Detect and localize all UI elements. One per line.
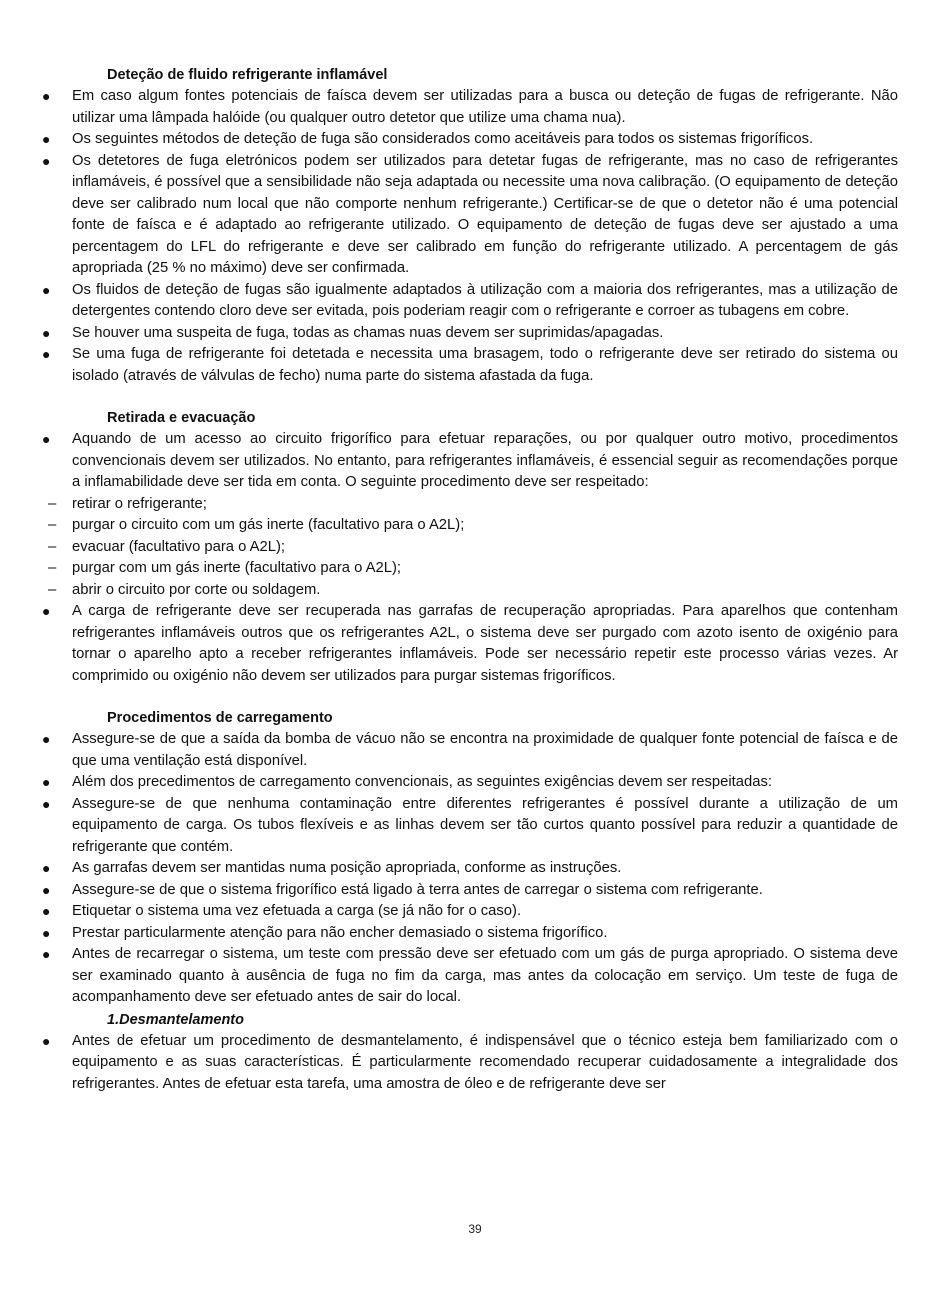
section-charging-procedures [38,707,898,1009]
list-item-text: Em caso algum fontes potenciais de faísca devem ser utilizadas para a busca ou deteção de fugas de refrigerante. Não utilizar uma lâmpada halóide (ou qualquer outro detetor que utilize uma chama nua). [72,88,898,126]
bullet-icon: ● [42,946,51,962]
list-item [38,429,898,494]
dash-item [38,537,898,559]
dash-item-text: abrir o circuito por corte ou soldagem. [72,581,321,598]
bullet-icon: ● [42,131,51,147]
list-item [38,601,898,687]
dash-icon: – [48,495,57,512]
dash-icon: – [48,517,57,533]
section-removal-evacuation [38,407,898,687]
bullet-icon: ● [42,281,51,298]
bullet-icon: ● [42,152,51,169]
list-item [38,944,898,1009]
dash-item-text: purgar com um gás inerte (facultativo para o A2L); [72,560,401,576]
list-item [38,880,898,902]
list-item-text: As garrafas devem ser mantidas numa posição apropriada, conforme as instruções. [72,860,622,876]
dash-item-text: evacuar (facultativo para o A2L); [72,538,286,555]
bullet-list [38,86,898,387]
dash-list [38,494,898,602]
bullet-icon: ● [42,924,51,941]
list-item-text: Se uma fuga de refrigerante foi detetada e necessita uma brasagem, todo o refrigerante deve ser retirado do sistema ou isolado (através de válvulas de fecho) numa parte do sistema afastada da fuga. [72,346,898,384]
list-item [38,1031,898,1096]
list-item-text: Etiquetar o sistema uma vez efetuada a carga (se já não for o caso). [72,903,522,919]
list-item-text: Antes de recarregar o sistema, um teste com pressão deve ser efetuado com um gás de purga apropriado. O sistema deve ser examinado quanto à ausência de fuga no fim da carga, mas antes da colocação em serviço. Um teste de fuga de acompanhamento deve ser efetuado antes de sair do local. [72,946,898,1005]
bullet-icon: ● [42,774,51,790]
bullet-icon: ● [42,346,51,362]
list-item-text: Assegure-se de que nenhuma contaminação entre diferentes refrigerantes é possível durante a utilização de um equipamento de carga. Os tubos flexíveis e as linhas devem ser tão curtos quanto possível para reduzir a quantidade de refrigerante que contém. [72,795,898,855]
section-dismantling [38,1009,898,1096]
bullet-icon: ● [42,795,51,812]
section-title: Deteção de fluido refrigerante inflamável [107,67,388,83]
list-item-text: Além dos precedimentos de carregamento convencionais, as seguintes exigências devem ser respeitadas: [72,774,772,790]
list-item [38,794,898,859]
bullet-icon: ● [42,603,51,619]
list-item-text: Assegure-se de que o sistema frigorífico está ligado à terra antes de carregar o sistema com refrigerante. [72,881,763,898]
list-item [38,151,898,280]
section-flammable-detection [38,64,898,387]
list-item-text: Prestar particularmente atenção para não encher demasiado o sistema frigorífico. [72,924,608,941]
list-item [38,858,898,880]
list-item [38,729,898,772]
bullet-list [38,429,898,494]
bullet-icon: ● [42,860,51,876]
dash-item [38,558,898,580]
dash-icon: – [48,560,57,576]
list-item [38,129,898,151]
dash-item-text: purgar o circuito com um gás inerte (facultativo para o A2L); [72,517,465,533]
dash-icon: – [48,538,57,555]
bullet-icon: ● [42,731,51,747]
list-item-text: Aquando de um acesso ao circuito frigorífico para efetuar reparações, ou por qualquer outro motivo, procedimentos convencionais devem ser utilizados. No entanto, para refrigerantes inflamáveis, é essencial seguir as recomendações porque a inflamabilidade deve ser tida em conta. O seguinte procedimento deve ser respeitado: [72,431,898,490]
section-title: Retirada e evacuação [107,410,256,426]
list-item [38,772,898,794]
list-item [38,923,898,945]
dash-icon: – [48,581,57,598]
bullet-icon: ● [42,324,51,341]
bullet-icon: ● [42,903,51,919]
dash-item-text: retirar o refrigerante; [72,495,207,512]
list-item-text: Os seguintes métodos de deteção de fuga são considerados como aceitáveis para todos os sistemas frigoríficos. [72,131,814,147]
list-item-text: A carga de refrigerante deve ser recuperada nas garrafas de recuperação apropriadas. Para aparelhos que contenham refrigerantes inflamáveis outros que os refrigerantes A2L, o sistema deve ser purgado com azoto isento de oxigénio para tornar o aparelho apto a receber refrigerantes inflamáveis. Pode ser necessário repetir este processo várias vezes. Ar comprimido ou oxigénio não devem ser utilizados para purgar sistemas frigoríficos. [72,603,898,684]
list-item [38,901,898,923]
page-number: 39 [468,1222,482,1236]
list-item [38,323,898,345]
page-content [38,64,898,1095]
list-item-text: Se houver uma suspeita de fuga, todas as chamas nuas devem ser suprimidas/apagadas. [72,324,664,341]
list-item [38,344,898,387]
bullet-list [38,601,898,687]
bullet-list [38,729,898,1009]
list-item-text: Assegure-se de que a saída da bomba de vácuo não se encontra na proximidade de qualquer fonte potencial de faísca e de que uma ventilação está disponível. [72,731,898,769]
bullet-list [38,1031,898,1096]
dash-item [38,580,898,602]
dash-item [38,494,898,516]
list-item-text: Os detetores de fuga eletrónicos podem ser utilizados para detetar fugas de refrigerante, mas no caso de refrigerantes inflamáveis, é possível que a sensibilidade não seja adaptada ou necessite uma nova calibração. (O equipamento de deteção deve ser calibrado num local que não comporte nenhum refrigerante.) Certificar-se de que o detetor não é uma potencial fonte de faísca e é adaptado ao refrigerante utilizado. O equipamento de deteção de fugas deve ser ajustado a uma percentagem do LFL do refrigerante e deve ser calibrado em função do refrigerante utilizado. A percentagem de gás apropriada (25 % no máximo) deve ser confirmada. [72,152,898,276]
list-item-text: Antes de efetuar um procedimento de desmantelamento, é indispensável que o técnico esteja bem familiarizado com o equipamento e as suas características. É particularmente recomendado recuperar cuidadosamente a integralidade dos refrigerantes. Antes de efetuar esta tarefa, uma amostra de óleo e de refrigerante deve ser [72,1032,898,1092]
bullet-icon: ● [42,1032,51,1049]
section-title: Procedimentos de carregamento [107,710,333,726]
list-item [38,280,898,323]
list-item [38,86,898,129]
list-item-text: Os fluidos de deteção de fugas são igualmente adaptados à utilização com a maioria dos refrigerantes, mas a utilização de detergentes contendo cloro deve ser evitada, pois poderiam reagir com o refrigerante e corroer as tubagens em cobre. [72,281,898,319]
dash-item [38,515,898,537]
bullet-icon: ● [42,431,51,447]
section-title: 1.Desmantelamento [107,1011,244,1028]
bullet-icon: ● [42,881,51,898]
bullet-icon: ● [42,88,51,104]
